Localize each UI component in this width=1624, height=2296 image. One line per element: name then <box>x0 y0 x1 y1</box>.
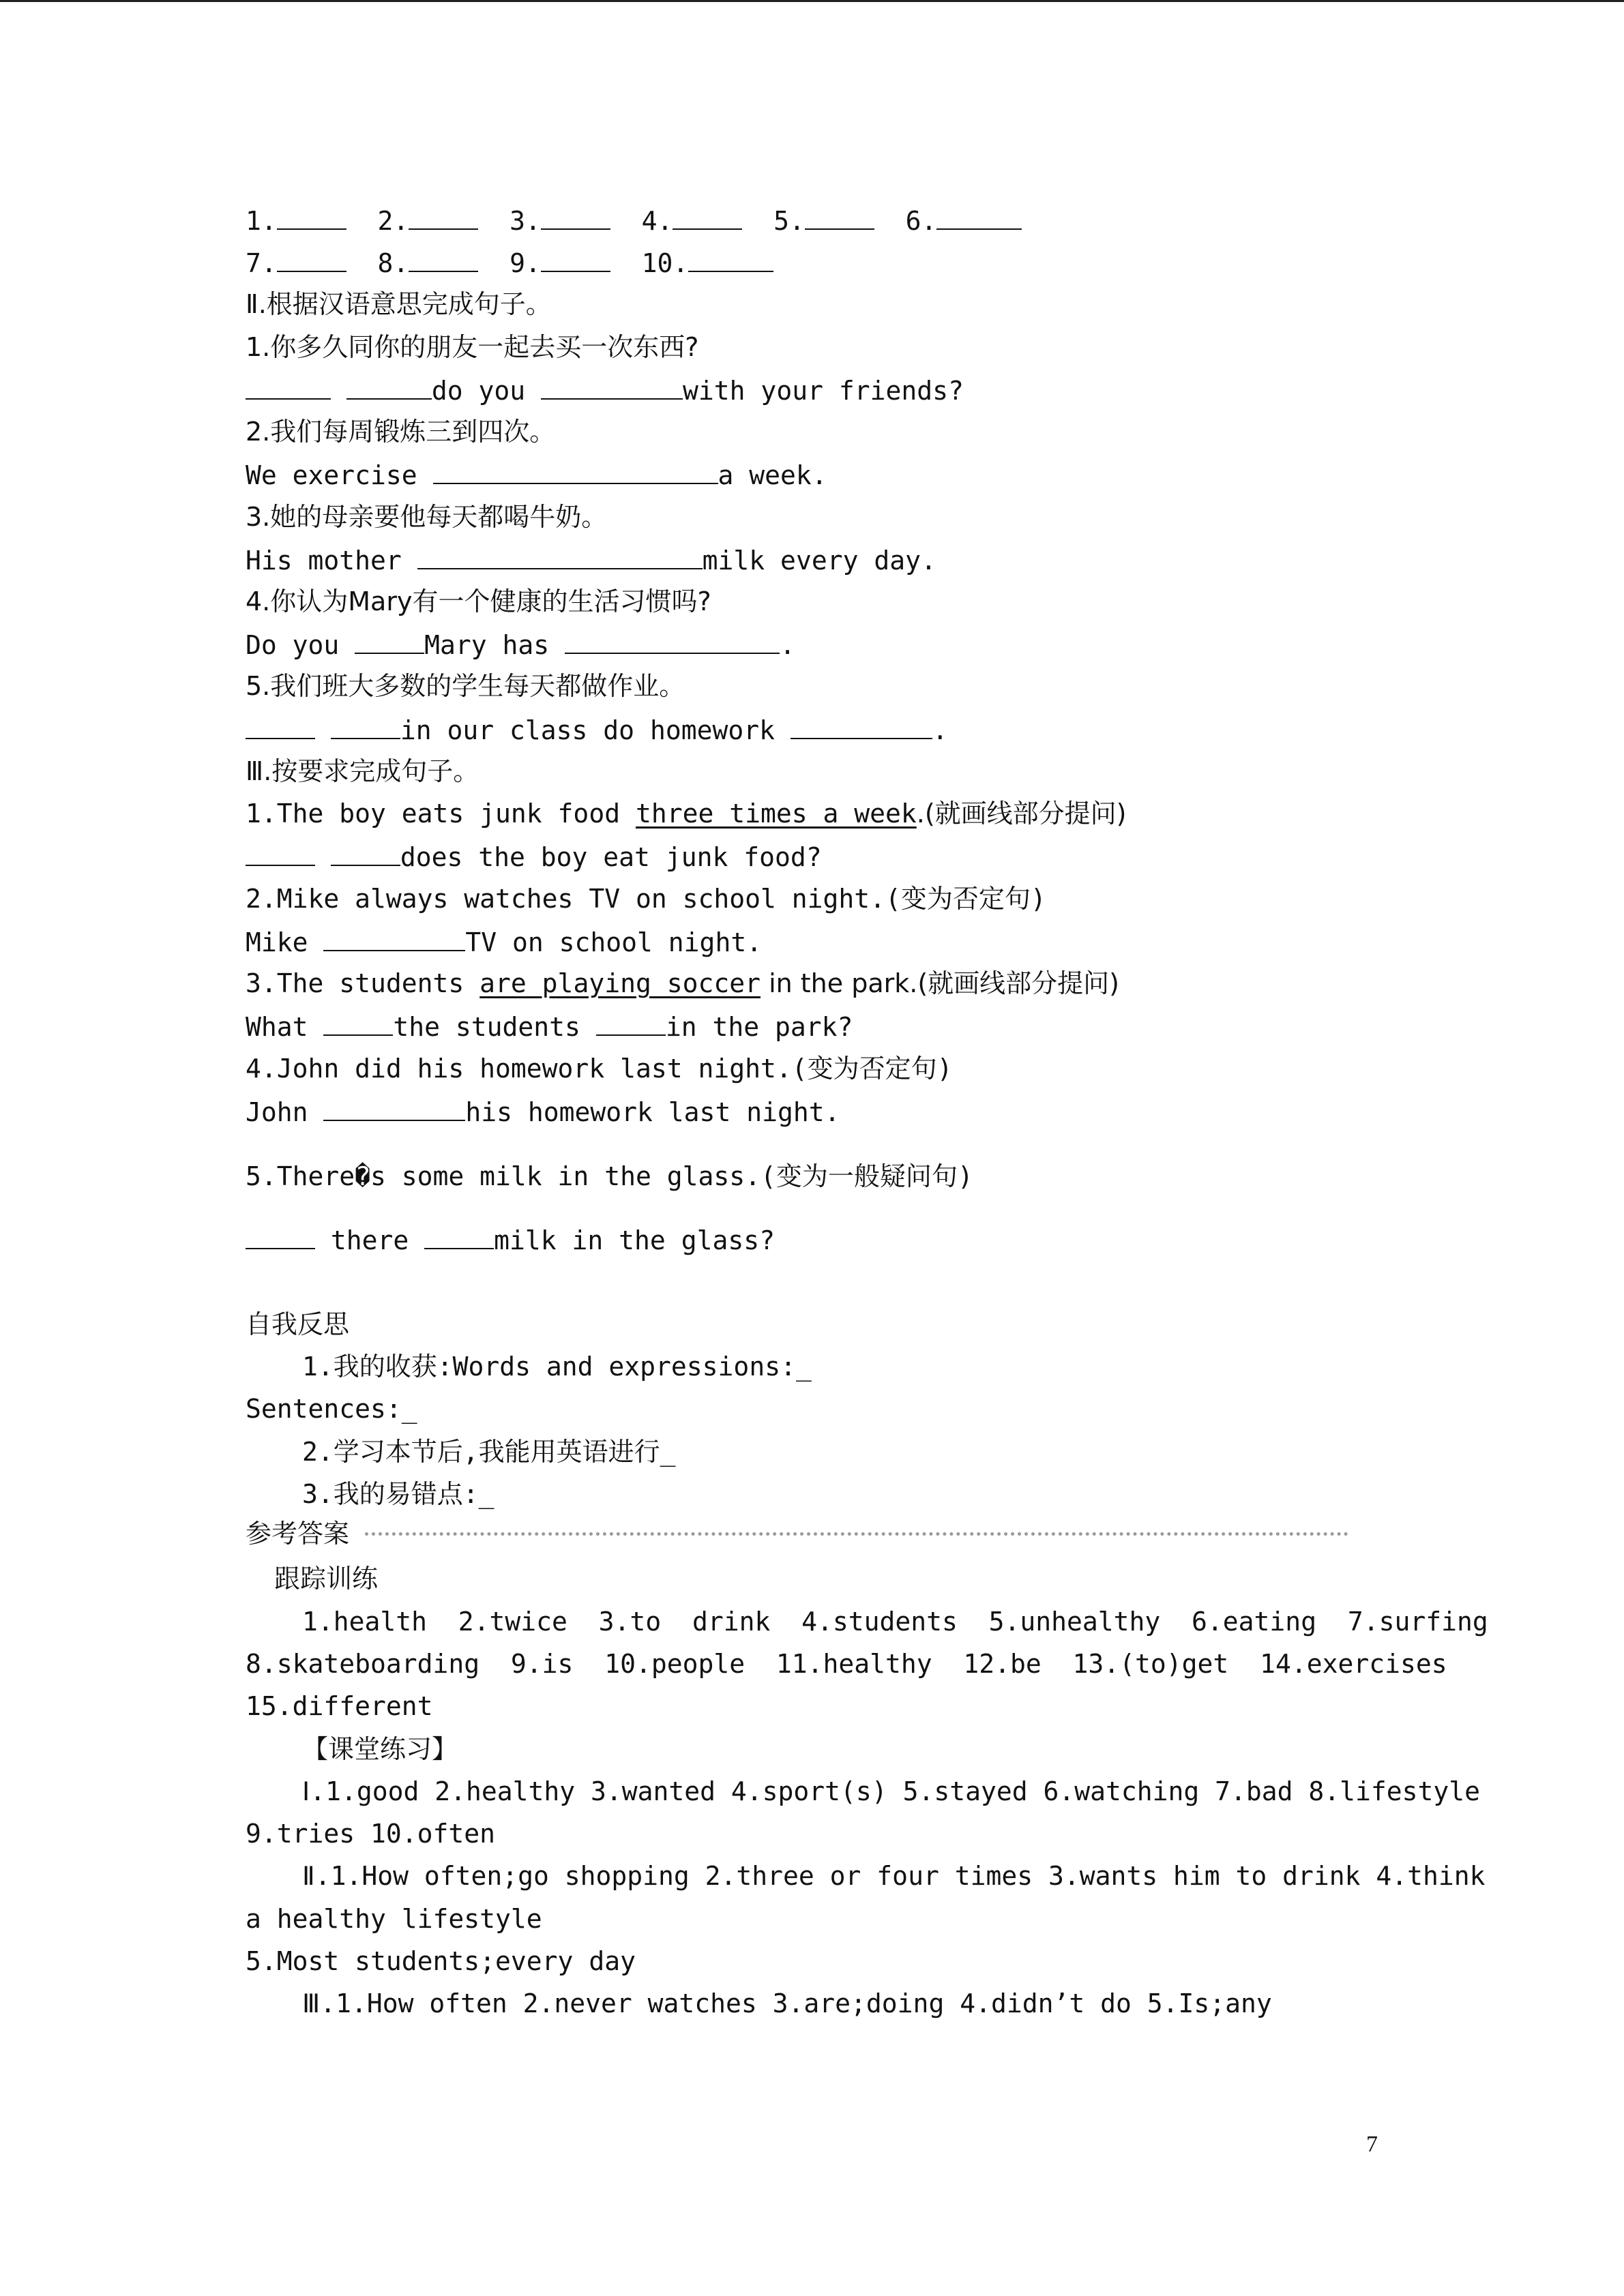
sentence-text: Mike <box>246 927 324 957</box>
sentence-text: milk every day. <box>702 546 936 576</box>
answer-blank[interactable] <box>246 372 331 400</box>
sentence-text: in our class do homework <box>400 715 791 745</box>
answers-line-8: 5.Most students;every day <box>246 1946 636 1976</box>
s2-q1-chinese: 1.你多久同你的朋友一起去买一次东西? <box>246 332 699 362</box>
sentence-text: his homework last night. <box>465 1097 840 1127</box>
answer-blank[interactable] <box>409 245 478 272</box>
s2-q5-chinese: 5.我们班大多数的学生每天都做作业。 <box>246 671 685 701</box>
sentence-text: milk in the glass? <box>494 1225 775 1255</box>
answers-line-6: Ⅱ.1.How often;go shopping 2.three or four times 3.wants him to drink 4.think <box>302 1861 1486 1891</box>
underlined-phrase: three times a week <box>635 799 917 829</box>
section-2-heading: Ⅱ.根据汉语意思完成句子。 <box>246 289 552 319</box>
sentence-text: a week. <box>718 460 827 490</box>
sentence-text: 1.The boy eats junk food <box>246 799 636 829</box>
answer-blank[interactable] <box>596 1009 666 1036</box>
answer-blank[interactable] <box>791 712 932 739</box>
answer-blank[interactable] <box>688 245 773 272</box>
answers-line-2: 8.skateboarding 9.is 10.people 11.healthy 12.be 13.(to)get 14.exercises <box>246 1649 1447 1679</box>
blank-number: 9. <box>510 248 541 278</box>
answer-blank[interactable] <box>565 627 780 654</box>
blank-number: 7. <box>246 248 277 278</box>
answer-blanks-row-2 <box>246 245 773 280</box>
answer-blank[interactable] <box>541 245 610 272</box>
blank-number: 4. <box>641 206 673 236</box>
s2-q3-chinese: 3.她的母亲要他每天都喝牛奶。 <box>246 502 608 532</box>
answer-blank[interactable] <box>409 203 478 230</box>
sentence-text: there <box>315 1225 425 1255</box>
answers-subtitle-tracking: 跟踪训练 <box>274 1564 379 1594</box>
answer-blank[interactable] <box>246 839 315 866</box>
answers-subtitle-classwork: 【课堂练习】 <box>302 1734 458 1764</box>
s3-q4: 4.John did his homework last night.(变为否定句) <box>246 1054 953 1084</box>
blank-number: 3. <box>510 206 541 236</box>
answer-blank[interactable] <box>346 372 432 400</box>
answer-blank[interactable] <box>323 924 465 951</box>
s2-q4-chinese: 4.你认为Mary有一个健康的生活习惯吗? <box>246 586 711 616</box>
s3-q1-answer <box>246 839 822 874</box>
page-top-border <box>0 0 1624 2</box>
answer-blank[interactable] <box>331 712 400 739</box>
answers-line-1: 1.health 2.twice 3.to drink 4.students 5.unhealthy 6.eating 7.surfing <box>302 1607 1488 1637</box>
s3-q2: 2.Mike always watches TV on school night.(变为否定句) <box>246 884 1046 914</box>
answer-blank[interactable] <box>323 1094 465 1121</box>
s3-q4-answer <box>246 1094 840 1129</box>
sentence-text: .(就画线部分提问) <box>916 799 1127 829</box>
sentence-text: Do you <box>246 630 355 660</box>
blank-number: 10. <box>641 248 689 278</box>
s2-q4-english <box>246 627 795 662</box>
sentence-text: His mother <box>246 546 417 576</box>
answer-blank[interactable] <box>246 712 315 739</box>
answers-line-9: Ⅲ.1.How often 2.never watches 3.are;doing 4.didn’t do 5.Is;any <box>302 1988 1272 2018</box>
s3-q2-answer <box>246 924 762 959</box>
answer-blank[interactable] <box>355 627 424 654</box>
s3-q3 <box>246 966 1119 1000</box>
sentence-text: We exercise <box>246 460 433 490</box>
reflection-item-2: 2.学习本节后,我能用英语进行_ <box>302 1437 676 1467</box>
s2-q2-chinese: 2.我们每周锻炼三到四次。 <box>246 417 556 447</box>
sentence-text: in the park? <box>665 1012 853 1042</box>
s2-q1-english <box>246 372 964 408</box>
answers-line-3: 15.different <box>246 1691 433 1721</box>
reflection-item-3: 3.我的易错点:_ <box>302 1479 494 1509</box>
answers-line-4: Ⅰ.1.good 2.healthy 3.wanted 4.sport(s) 5.stayed 6.watching 7.bad 8.lifestyle <box>302 1776 1481 1806</box>
answer-blank[interactable] <box>277 245 346 272</box>
blank-number: 2. <box>377 206 409 236</box>
sentence-text: does the boy eat junk food? <box>400 842 822 872</box>
answer-blank[interactable] <box>277 203 346 230</box>
answer-blank[interactable] <box>805 203 874 230</box>
s3-q1 <box>246 796 1127 831</box>
blank-number: 1. <box>246 206 277 236</box>
reflection-title: 自我反思 <box>246 1309 350 1339</box>
sentence-text: 3.The students <box>246 968 480 998</box>
sentence-text: What <box>246 1012 324 1042</box>
sentence-text: . <box>932 715 948 745</box>
answer-blank[interactable] <box>936 203 1022 230</box>
blank-number: 6. <box>905 206 937 236</box>
underlined-phrase: are playing soccer <box>479 968 761 998</box>
answer-blank[interactable] <box>331 839 400 866</box>
blank-number: 8. <box>377 248 409 278</box>
s3-q5: 5.There�s some milk in the glass.(变为一般疑问句) <box>246 1161 973 1191</box>
answers-title: 参考答案 <box>246 1519 350 1549</box>
answer-blank[interactable] <box>417 542 703 569</box>
s2-q2-english <box>246 457 827 492</box>
sentence-text: . <box>780 630 795 660</box>
reflection-item-1: 1.我的收获:Words and expressions:_ <box>302 1352 812 1382</box>
s3-q3-answer <box>246 1009 853 1044</box>
answers-line-5: 9.tries 10.often <box>246 1819 496 1849</box>
answer-blank[interactable] <box>433 457 718 484</box>
page-number: 7 <box>1366 2132 1378 2157</box>
answer-blanks-row-1 <box>246 203 1022 238</box>
sentence-text: in the park.(就画线部分提问) <box>760 968 1119 998</box>
dotted-divider <box>365 1532 1348 1536</box>
sentence-text: John <box>246 1097 324 1127</box>
sentence-text: TV on school night. <box>465 927 763 957</box>
sentence-text: the students <box>393 1012 596 1042</box>
reflection-item-1-sentences: Sentences:_ <box>246 1394 417 1424</box>
sentence-text: Mary has <box>424 630 565 660</box>
answer-blank[interactable] <box>673 203 742 230</box>
s2-q5-english <box>246 712 948 747</box>
answer-blank[interactable] <box>541 203 610 230</box>
section-3-heading: Ⅲ.按要求完成句子。 <box>246 756 479 786</box>
s2-q3-english <box>246 542 936 578</box>
sentence-text: do you <box>431 376 542 406</box>
sentence-text: with your friends? <box>683 376 964 406</box>
s3-q5-answer <box>246 1222 775 1257</box>
answer-blank[interactable] <box>323 1009 393 1036</box>
blank-number: 5. <box>773 206 805 236</box>
answer-blank[interactable] <box>424 1222 494 1249</box>
answer-blank[interactable] <box>246 1222 315 1249</box>
answer-blank[interactable] <box>541 372 683 400</box>
answers-line-7: a healthy lifestyle <box>246 1904 542 1934</box>
